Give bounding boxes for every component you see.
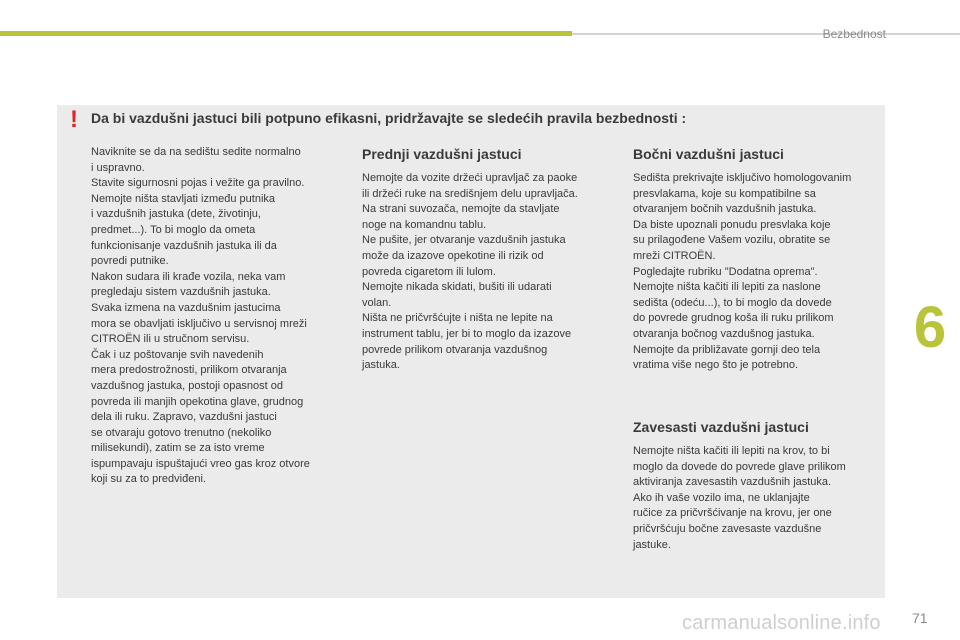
text-line: volan. <box>362 296 392 309</box>
text-line: Nemojte ništa kačiti ili lepiti za naslone <box>633 281 821 294</box>
side-airbags-title: Bočni vazdušni jastuci <box>633 146 784 162</box>
text-line: vratima više nego što je potrebno. <box>633 359 799 372</box>
text-line: Nakon sudara ili krađe vozila, neka vam <box>91 270 286 283</box>
text-line: Nemojte ništa kačiti ili lepiti na krov, to bi <box>633 445 830 457</box>
text-line: koji su za to predviđeni. <box>91 473 206 486</box>
text-line: ispumpavaju ispuštajući vreo gas kroz otvore <box>91 457 310 470</box>
text-line: moglo da dovede do povrede glave prilikom <box>633 460 846 473</box>
text-line: Da biste upoznali ponudu presvlaka koje <box>633 218 831 231</box>
text-line: pričvršćuju bočne zavesaste vazdušne <box>633 522 822 535</box>
exclamation-icon: ! <box>70 106 78 133</box>
text-line: mera predostrožnosti, prilikom otvaranja <box>91 364 287 377</box>
text-line: povreda cigaretom ili lulom. <box>362 265 496 278</box>
text-line: dela ili ruku. Zapravo, vazdušni jastuci <box>91 411 277 424</box>
header-accent-bar <box>0 31 572 36</box>
front-airbags-title: Prednji vazdušni jastuci <box>362 146 522 162</box>
general-rules-column <box>91 145 353 488</box>
front-airbags-column <box>362 145 614 374</box>
text-line: Ako ih vaše vozilo ima, ne uklanjajte <box>633 491 810 504</box>
curtain-airbags-title: Zavesasti vazdušni jastuci <box>633 419 809 435</box>
section-title: Bezbednost <box>822 27 886 41</box>
text-line: može da izazove opekotine ili rizik od <box>362 249 544 262</box>
text-line: ili držeći ruke na središnjem delu upravljača. <box>362 187 578 200</box>
text-line: i vazdušnih jastuka (dete, životinju, <box>91 208 261 221</box>
text-line: Nemojte nikada skidati, bušiti ili udarati <box>362 281 552 294</box>
text-line: Pogledajte rubriku "Dodatna oprema". <box>633 265 818 278</box>
text-line: instrument tablu, jer bi to moglo da izazove <box>362 327 572 340</box>
text-line: Nemojte da vozite držeći upravljač za paoke <box>362 172 578 184</box>
text-line: Na strani suvozača, nemojte da stavljate <box>362 203 560 216</box>
page-number: 71 <box>912 610 928 626</box>
header-rule <box>572 33 960 35</box>
text-line: se otvaraju gotovo trenutno (nekoliko <box>91 426 272 439</box>
text-line: Ne pušite, jer otvaranje vazdušnih jastuka <box>362 234 566 247</box>
text-line: predmet...). To bi moglo da ometa <box>91 223 256 236</box>
text-line: Nemojte ništa stavljati između putnika <box>91 192 276 205</box>
text-line: Stavite sigurnosni pojas i vežite ga pravilno. <box>91 177 305 190</box>
text-line: jastuke. <box>633 538 671 551</box>
text-line: presvlakama, koje su kompatibilne sa <box>633 187 816 200</box>
chapter-number: 6 <box>913 295 947 360</box>
text-line: milisekundi), zatim se za isto vreme <box>91 442 265 455</box>
text-line: Nemojte da približavate gornji deo tela <box>633 343 821 356</box>
side-airbags-column <box>633 145 883 374</box>
text-line: vazdušnog jastuka, postoji opasnost od <box>91 379 284 392</box>
watermark: carmanualsonline.info <box>682 612 881 634</box>
general-rules-text <box>91 145 353 488</box>
text-line: povredi putnike. <box>91 255 169 268</box>
text-line: otvaranjem bočnih vazdušnih jastuka. <box>633 203 817 216</box>
text-line: mora se obavljati isključivo u servisnoj mreži <box>91 317 307 330</box>
text-line: Sedišta prekrivajte isključivo homologovanim <box>633 172 852 184</box>
front-airbags-text <box>362 171 614 374</box>
text-line: do povrede grudnog koša ili ruku prilikom <box>633 312 834 325</box>
text-line: mreži CITROËN. <box>633 249 716 262</box>
curtain-airbags-column <box>633 418 883 553</box>
curtain-airbags-text <box>633 444 883 553</box>
text-line: aktiviranja zavesastih vazdušnih jastuka. <box>633 476 832 489</box>
text-line: pregledaju sistem vazdušnih jastuka. <box>91 286 271 299</box>
text-line: funkcionisanje vazdušnih jastuka ili da <box>91 239 277 252</box>
text-line: jastuka. <box>362 359 400 372</box>
text-line: Naviknite se da na sedištu sedite normalno <box>91 146 301 158</box>
text-line: CITROËN ili u stručnom servisu. <box>91 333 250 346</box>
text-line: Ništa ne pričvršćujte i ništa ne lepite na <box>362 312 553 325</box>
text-line: Čak i uz poštovanje svih navedenih <box>91 348 264 361</box>
text-line: su prilagođene Vašem vozilu, obratite se <box>633 234 831 247</box>
side-airbags-text <box>633 171 883 374</box>
warning-headline: Da bi vazdušni jastuci bili potpuno efikasni, pridržavajte se sledećih pravila bezbednosti : <box>91 110 687 126</box>
text-line: povreda ili manjih opekotina glave, grudnog <box>91 395 304 408</box>
text-line: i uspravno. <box>91 161 145 174</box>
text-line: otvaranja bočnog vazdušnog jastuka. <box>633 327 815 340</box>
text-line: povrede prilikom otvaranja vazdušnog <box>362 343 548 356</box>
text-line: noge na komandnu tablu. <box>362 218 487 231</box>
text-line: ručice za pričvršćivanje na krovu, jer one <box>633 507 832 520</box>
text-line: Svaka izmena na vazdušnim jastucima <box>91 301 281 314</box>
text-line: sedišta (odeću...), to bi moglo da dovede <box>633 296 832 309</box>
